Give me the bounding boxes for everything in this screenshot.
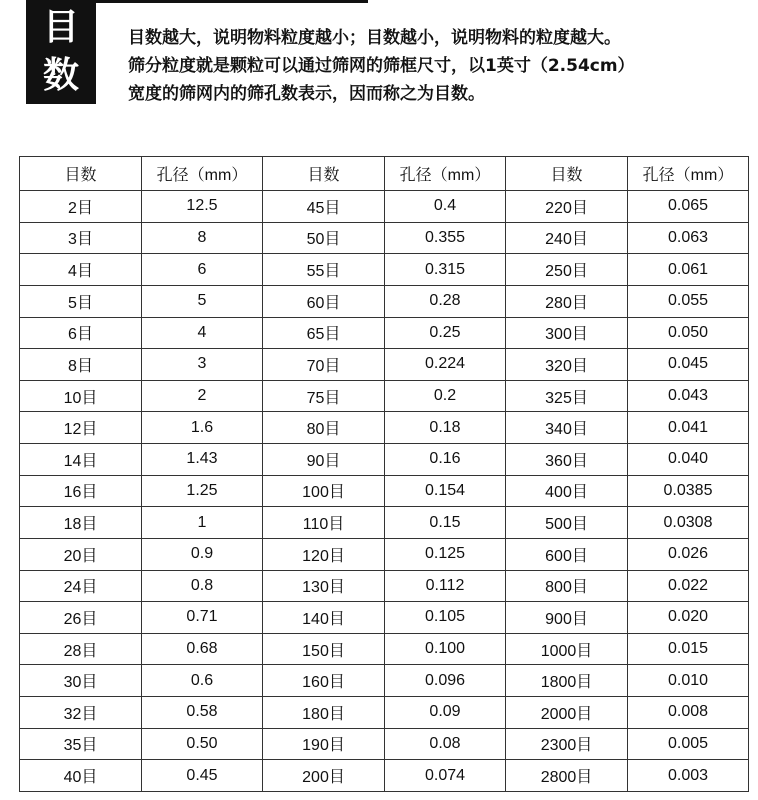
table-row xyxy=(20,728,749,760)
aperture-cell: 0.71 xyxy=(142,602,263,634)
badge-char-2: 数 xyxy=(42,55,79,96)
mesh-cell: 12目 xyxy=(20,412,142,444)
aperture-cell: 0.040 xyxy=(628,444,749,476)
mesh-cell: 500目 xyxy=(506,507,628,539)
mesh-cell: 100目 xyxy=(263,475,385,507)
aperture-cell: 0.58 xyxy=(142,697,263,729)
mesh-cell: 30目 xyxy=(20,665,142,697)
aperture-cell: 0.154 xyxy=(385,475,506,507)
mesh-cell: 70目 xyxy=(263,349,385,381)
mesh-cell: 8目 xyxy=(20,349,142,381)
aperture-cell: 0.065 xyxy=(628,191,749,223)
aperture-cell: 1.25 xyxy=(142,475,263,507)
aperture-cell: 0.9 xyxy=(142,538,263,570)
mesh-cell: 130目 xyxy=(263,570,385,602)
table-row xyxy=(20,665,749,697)
mesh-cell: 200目 xyxy=(263,760,385,792)
aperture-cell: 0.096 xyxy=(385,665,506,697)
table-row xyxy=(20,633,749,665)
aperture-cell: 12.5 xyxy=(142,191,263,223)
table-row xyxy=(20,602,749,634)
aperture-cell: 0.28 xyxy=(385,285,506,317)
mesh-cell: 600目 xyxy=(506,538,628,570)
mesh-cell: 45目 xyxy=(263,191,385,223)
mesh-cell: 2300目 xyxy=(506,728,628,760)
mesh-cell: 24目 xyxy=(20,570,142,602)
mesh-cell: 280目 xyxy=(506,285,628,317)
aperture-cell: 0.224 xyxy=(385,349,506,381)
mesh-cell: 4目 xyxy=(20,254,142,286)
aperture-cell: 0.2 xyxy=(385,380,506,412)
aperture-cell: 1 xyxy=(142,507,263,539)
mesh-cell: 400目 xyxy=(506,475,628,507)
table-row xyxy=(20,349,749,381)
mesh-cell: 160目 xyxy=(263,665,385,697)
mesh-cell: 60目 xyxy=(263,285,385,317)
aperture-cell: 0.6 xyxy=(142,665,263,697)
aperture-cell: 0.022 xyxy=(628,570,749,602)
aperture-cell: 0.355 xyxy=(385,222,506,254)
aperture-cell: 0.055 xyxy=(628,285,749,317)
table-row xyxy=(20,285,749,317)
aperture-cell: 0.008 xyxy=(628,697,749,729)
mesh-cell: 900目 xyxy=(506,602,628,634)
mesh-cell: 35目 xyxy=(20,728,142,760)
table-header-row xyxy=(20,157,749,191)
top-rule xyxy=(96,0,368,3)
aperture-cell: 0.45 xyxy=(142,760,263,792)
table-body xyxy=(20,191,749,792)
aperture-cell: 2 xyxy=(142,380,263,412)
aperture-cell: 6 xyxy=(142,254,263,286)
aperture-cell: 4 xyxy=(142,317,263,349)
aperture-cell: 0.045 xyxy=(628,349,749,381)
mesh-cell: 6目 xyxy=(20,317,142,349)
mesh-cell: 325目 xyxy=(506,380,628,412)
aperture-cell: 0.061 xyxy=(628,254,749,286)
mesh-cell: 150目 xyxy=(263,633,385,665)
mesh-cell: 120目 xyxy=(263,538,385,570)
aperture-cell: 0.8 xyxy=(142,570,263,602)
aperture-cell: 0.010 xyxy=(628,665,749,697)
table-row xyxy=(20,191,749,223)
mesh-cell: 190目 xyxy=(263,728,385,760)
aperture-cell: 0.0308 xyxy=(628,507,749,539)
mesh-cell: 10目 xyxy=(20,380,142,412)
header-mesh-2: 目数 xyxy=(263,157,385,191)
aperture-cell: 0.020 xyxy=(628,602,749,634)
aperture-cell: 0.105 xyxy=(385,602,506,634)
mesh-cell: 40目 xyxy=(20,760,142,792)
mesh-cell: 320目 xyxy=(506,349,628,381)
aperture-cell: 0.041 xyxy=(628,412,749,444)
mesh-cell: 14目 xyxy=(20,444,142,476)
mesh-cell: 28目 xyxy=(20,633,142,665)
mesh-cell: 16目 xyxy=(20,475,142,507)
mesh-cell: 360目 xyxy=(506,444,628,476)
aperture-cell: 8 xyxy=(142,222,263,254)
mesh-cell: 340目 xyxy=(506,412,628,444)
intro-line-2: 筛分粒度就是颗粒可以通过筛网的筛框尺寸，以1英寸（2.54cm） xyxy=(128,56,635,76)
table-row xyxy=(20,317,749,349)
mesh-cell: 1800目 xyxy=(506,665,628,697)
aperture-cell: 0.50 xyxy=(142,728,263,760)
aperture-cell: 0.112 xyxy=(385,570,506,602)
aperture-cell: 1.43 xyxy=(142,444,263,476)
aperture-cell: 0.050 xyxy=(628,317,749,349)
aperture-cell: 0.08 xyxy=(385,728,506,760)
header-aperture-1: 孔径（mm） xyxy=(142,157,263,191)
aperture-cell: 0.25 xyxy=(385,317,506,349)
table-row xyxy=(20,697,749,729)
mesh-cell: 75目 xyxy=(263,380,385,412)
mesh-cell: 55目 xyxy=(263,254,385,286)
mesh-cell: 240目 xyxy=(506,222,628,254)
mesh-cell: 5目 xyxy=(20,285,142,317)
mesh-cell: 180目 xyxy=(263,697,385,729)
mesh-cell: 18目 xyxy=(20,507,142,539)
mesh-cell: 26目 xyxy=(20,602,142,634)
badge-char-1: 目 xyxy=(42,7,79,48)
mesh-cell: 3目 xyxy=(20,222,142,254)
table-row xyxy=(20,412,749,444)
mesh-cell: 220目 xyxy=(506,191,628,223)
mesh-cell: 1000目 xyxy=(506,633,628,665)
mesh-cell: 80目 xyxy=(263,412,385,444)
intro-line-3: 宽度的筛网内的筛孔数表示，因而称之为目数。 xyxy=(128,84,485,104)
intro-text xyxy=(128,24,753,108)
aperture-cell: 0.125 xyxy=(385,538,506,570)
aperture-cell: 0.4 xyxy=(385,191,506,223)
mesh-cell: 250目 xyxy=(506,254,628,286)
mesh-cell: 50目 xyxy=(263,222,385,254)
mesh-cell: 32目 xyxy=(20,697,142,729)
mesh-cell: 2000目 xyxy=(506,697,628,729)
aperture-cell: 0.09 xyxy=(385,697,506,729)
mesh-size-table xyxy=(19,156,749,792)
aperture-cell: 0.18 xyxy=(385,412,506,444)
aperture-cell: 0.0385 xyxy=(628,475,749,507)
table-row xyxy=(20,760,749,792)
table-row xyxy=(20,538,749,570)
mesh-cell: 65目 xyxy=(263,317,385,349)
mesh-cell: 2800目 xyxy=(506,760,628,792)
table-row xyxy=(20,475,749,507)
aperture-cell: 0.015 xyxy=(628,633,749,665)
aperture-cell: 5 xyxy=(142,285,263,317)
mesh-cell: 90目 xyxy=(263,444,385,476)
mesh-cell: 800目 xyxy=(506,570,628,602)
mesh-cell: 300目 xyxy=(506,317,628,349)
table-row xyxy=(20,254,749,286)
header-mesh-3: 目数 xyxy=(506,157,628,191)
aperture-cell: 1.6 xyxy=(142,412,263,444)
aperture-cell: 0.005 xyxy=(628,728,749,760)
mesh-cell: 110目 xyxy=(263,507,385,539)
header-aperture-3: 孔径（mm） xyxy=(628,157,749,191)
table-row xyxy=(20,380,749,412)
mesh-cell: 20目 xyxy=(20,538,142,570)
table-row xyxy=(20,507,749,539)
aperture-cell: 0.15 xyxy=(385,507,506,539)
aperture-cell: 0.074 xyxy=(385,760,506,792)
table-row xyxy=(20,444,749,476)
aperture-cell: 0.315 xyxy=(385,254,506,286)
header-aperture-2: 孔径（mm） xyxy=(385,157,506,191)
aperture-cell: 0.026 xyxy=(628,538,749,570)
header-mesh-1: 目数 xyxy=(20,157,142,191)
aperture-cell: 0.100 xyxy=(385,633,506,665)
aperture-cell: 0.68 xyxy=(142,633,263,665)
aperture-cell: 0.063 xyxy=(628,222,749,254)
title-badge xyxy=(26,0,96,104)
table-row xyxy=(20,222,749,254)
table-row xyxy=(20,570,749,602)
aperture-cell: 0.003 xyxy=(628,760,749,792)
aperture-cell: 0.043 xyxy=(628,380,749,412)
mesh-cell: 2目 xyxy=(20,191,142,223)
aperture-cell: 0.16 xyxy=(385,444,506,476)
intro-line-1: 目数越大，说明物料粒度越小；目数越小，说明物料的粒度越大。 xyxy=(128,28,621,48)
mesh-cell: 140目 xyxy=(263,602,385,634)
aperture-cell: 3 xyxy=(142,349,263,381)
